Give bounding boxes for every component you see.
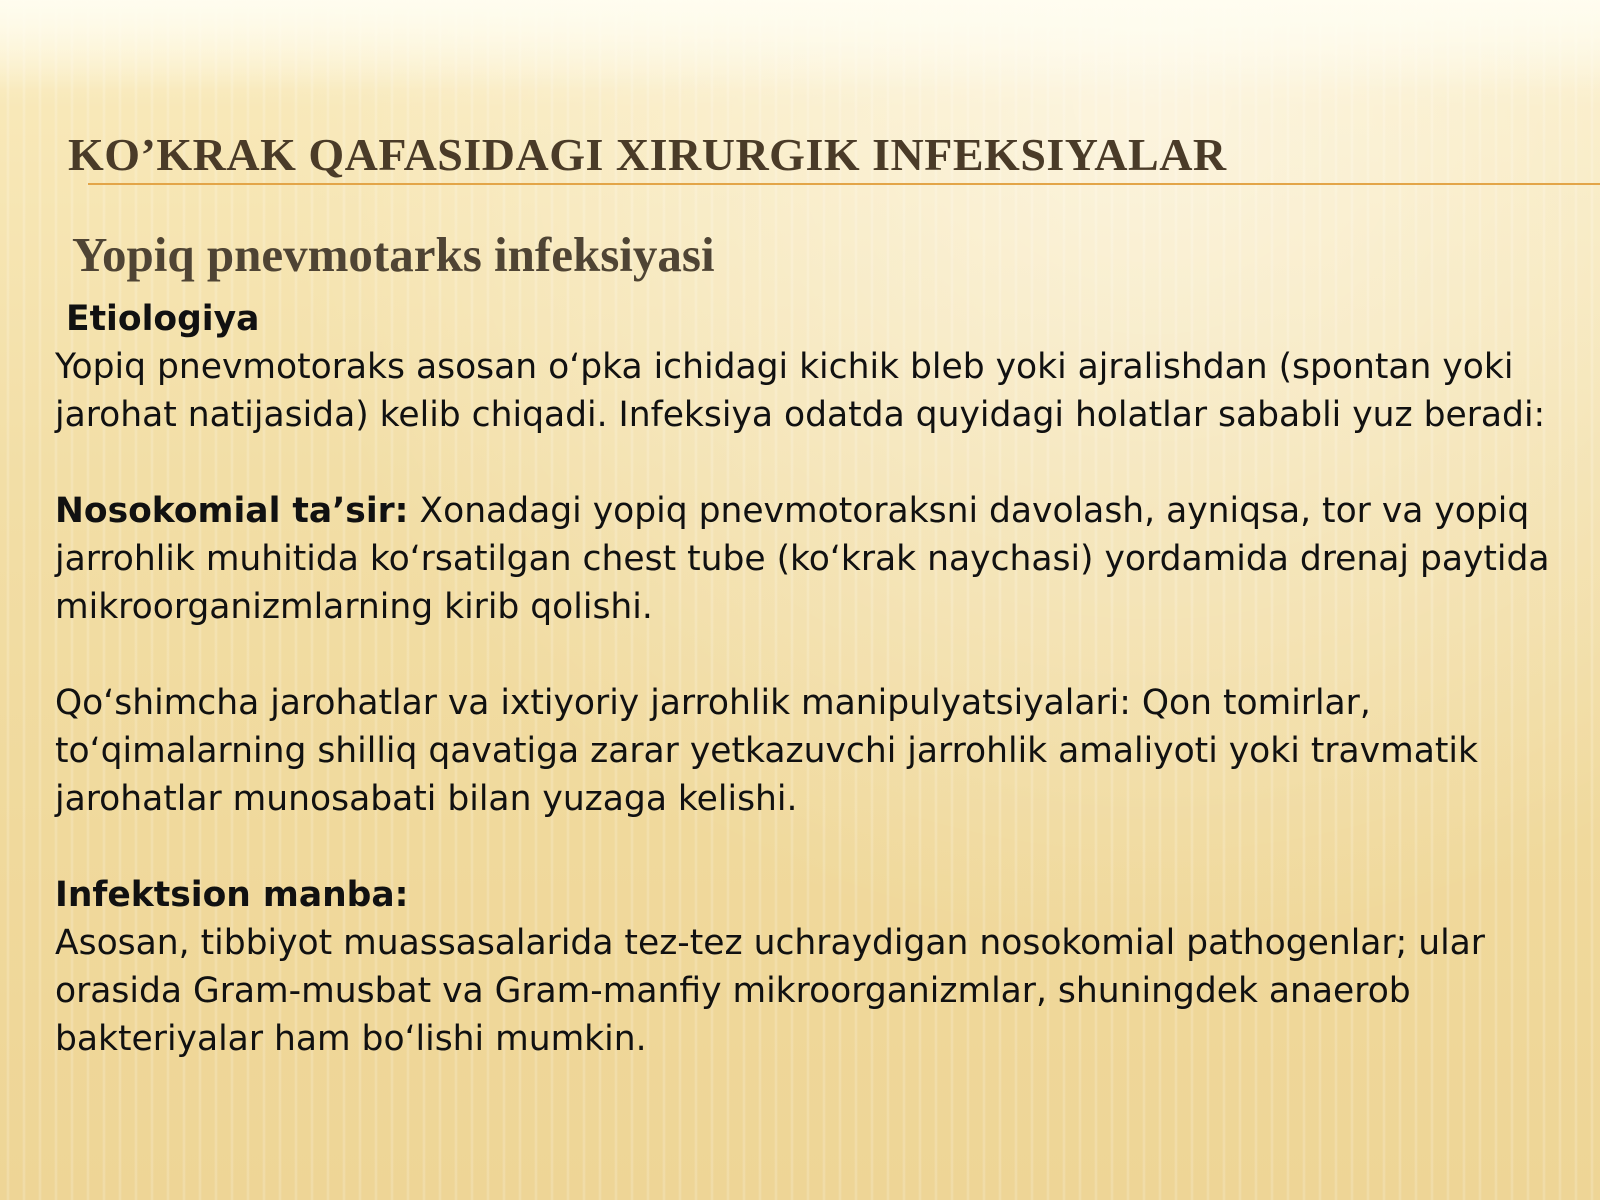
paragraph-gap xyxy=(55,439,1575,487)
slide-title: KO’KRAK QAFASIDAGI XIRURGIK INFEKSIYALAR xyxy=(68,129,1227,180)
infection-source-paragraph: Asosan, tibbiyot muassasalarida tez-tez uchraydigan nosokomial pathogenlar; ular orasida Gram-musbat va Gram-manfiy mikroorganizmlar, shuningdek anaerob bakteriyalar ham bo‘lishi mumkin. xyxy=(55,923,1485,1059)
paragraph-gap xyxy=(55,823,1575,871)
nosocomial-paragraph xyxy=(55,487,1575,631)
nosocomial-label: Nosokomial ta’sir: xyxy=(55,491,409,531)
additional-injuries-paragraph: Qo‘shimcha jarohatlar va ixtiyoriy jarrohlik manipulyatsiyalari: Qon tomirlar, to‘qimalarning shilliq qavatiga zarar yetkazuvchi jarrohlik amaliyoti yoki travmatik jarohatlar munosabati bilan yuzaga kelishi. xyxy=(55,683,1478,819)
etiology-paragraph: Yopiq pnevmotoraks asosan o‘pka ichidagi kichik bleb yoki ajralishdan (spontan yoki jarohat natijasida) kelib chiqadi. Infeksiya odatda quyidagi holatlar sababli yuz beradi: xyxy=(55,347,1546,435)
nosocomial-text: Xonadagi yopiq pnevmotoraksni davolash, ayniqsa, tor va yopiq jarrohlik muhitida ko‘rsatilgan chest tube (ko‘krak naychasi) yordamida drenaj paytida mikroorganizmlarning kirib qolishi. xyxy=(55,491,1550,627)
slide-body xyxy=(55,295,1575,1063)
title-underline xyxy=(88,183,1600,185)
background-highlight xyxy=(0,0,1600,90)
slide-subtitle: Yopiq pnevmotarks infeksiyasi xyxy=(72,227,715,282)
infection-source-label: Infektsion manba: xyxy=(55,875,409,915)
etiology-heading: Etiologiya xyxy=(66,299,260,339)
paragraph-gap xyxy=(55,631,1575,679)
